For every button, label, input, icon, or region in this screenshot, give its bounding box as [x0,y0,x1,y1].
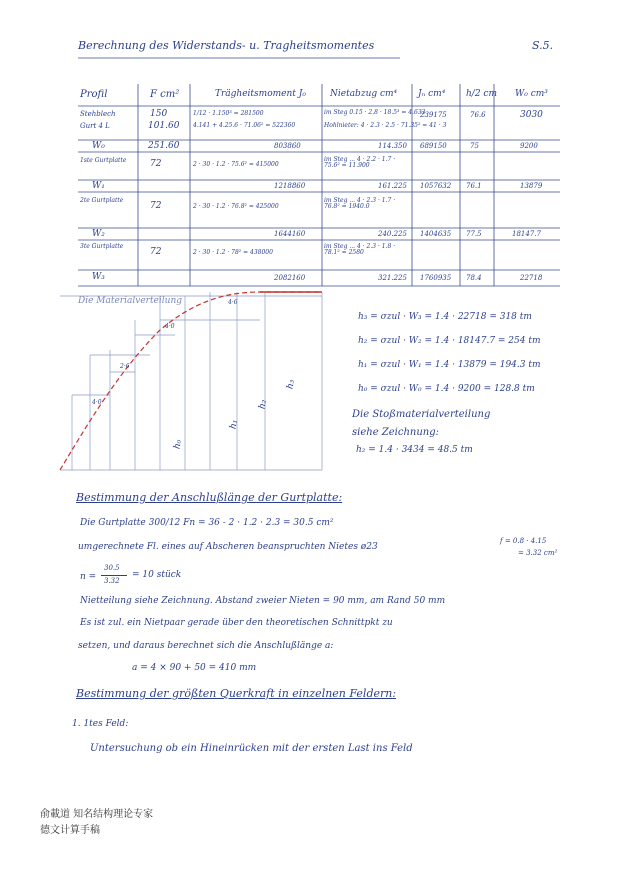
col-header-h2: h/2 cm [466,89,497,99]
cell-jn: 1057632 [420,182,452,190]
cell-j0: 2 · 30 · 1.2 · 78² = 438000 [193,249,273,256]
cell-niet: im Steg ... 4 · 2.2 · 1.7 · 75.6² = 11.900 [324,156,396,169]
text-line: Die Gurtplatte 300/12 Fn = 36 - 2 · 1.2 · 2.3 = 30.5 cm² [80,518,334,528]
diagram-title: Die Materialverteilung [78,296,182,306]
note-line: Die Stoßmaterialverteilung [352,409,491,420]
cell-j0: 2 · 30 · 1.2 · 75.6² = 415000 [193,161,279,168]
moment-curve [60,292,322,470]
cell-w0: 3030 [520,110,543,120]
text-line: f = 0.8 · 4.15 [500,537,547,545]
diagram-label-h0: h₀ [172,438,184,450]
cell-w0: 18147.7 [512,230,541,238]
section-heading: Bestimmung der Anschlußlänge der Gurtplatte: [76,491,343,504]
cell-h2: 76.6 [470,111,486,119]
cell-profil: W₁ [92,181,105,191]
cell-niet: Hohlnieter: 4 · 2.3 · 2.5 · 71.35² = 41 · 3 [324,122,447,129]
diagram-small-label: 2·6 [120,363,130,370]
col-header-j0: Trägheitsmoment J₀ [215,89,306,99]
page-number: S.5. [532,39,554,52]
cell-jn: 239175 [420,111,447,119]
cell-w0: 13879 [520,182,543,190]
section-heading: Bestimmung der größten Querkraft in einzelnen Feldern: [76,687,397,700]
diagram-small-label: 4·6 [228,299,238,306]
col-header-w0: W₀ cm³ [515,89,548,99]
cell-j0: 1644160 [274,230,306,238]
moment-h2: h₂ = σzul · W₂ = 1.4 · 18147.7 = 254 tm [358,336,541,346]
caption-line2: 德文计算手稿 [40,825,100,836]
caption-line1: 俞載道 知名结构理论专家 [40,809,154,820]
cell-niet: 114.350 [378,142,407,150]
text-line: Untersuchung ob ein Hineinrücken mit der ersten Last ins Feld [90,743,413,754]
cell-h2: 75 [470,142,479,150]
cell-w0: 9200 [520,142,538,150]
moment-h0: h₀ = σzul · W₀ = 1.4 · 9200 = 128.8 tm [358,384,535,394]
formula-den: 3.32 [104,577,120,585]
cell-h2: 76.1 [466,182,482,190]
cell-f: 72 [150,201,162,211]
diagram-label-h2: h₂ [257,398,269,410]
text-line: a = 4 × 90 + 50 = 410 mm [132,663,257,673]
cell-profil: 1ste Gurtplatte [80,157,127,164]
moment-h3: h₃ = σzul · W₃ = 1.4 · 22718 = 318 tm [358,312,532,322]
diagram-label-h3: h₃ [285,378,297,390]
formula-lhs: n = [80,572,97,582]
col-header-jn: Jₙ cm⁴ [418,89,446,99]
page-title: Berechnung des Widerstands- u. Tragheitsmomentes [78,39,375,52]
cell-profil: 2te Gurtplatte [80,197,124,204]
cell-f: 101.60 [148,121,180,131]
formula-num: 30.5 [104,564,120,572]
cell-w0: 22718 [520,274,543,282]
cell-h2: 78.4 [466,274,482,282]
diagram-small-label: 4·0 [165,323,175,330]
subsection-heading: 1. 1tes Feld: [72,719,129,729]
text-line: setzen, und daraus berechnet sich die Anschlußlänge a: [78,641,334,651]
cell-niet: im Steg ... 4 · 2.3 · 1.7 · 76.8² = 1940.0 [324,197,396,210]
cell-niet: 321.225 [378,274,407,282]
cell-profil: W₃ [92,272,105,282]
extra-moment: h₂ = 1.4 · 3434 = 48.5 tm [356,445,473,455]
cell-f: 72 [150,247,162,257]
col-header-profil: Profil [80,89,108,100]
fraction-bar [101,575,127,576]
cell-jn: 1760935 [420,274,452,282]
cell-j0: 2082160 [274,274,306,282]
cell-profil: Stehblech [80,110,116,118]
cell-niet: 161.225 [378,182,407,190]
cell-jn: 1404635 [420,230,452,238]
diagram-small-label: 4·0 [92,399,102,406]
cell-j0: 1218860 [274,182,306,190]
text-line: = 3.32 cm² [518,549,558,557]
cell-f: 72 [150,159,162,169]
cell-j0: 803860 [274,142,301,150]
cell-niet: im Steg 0.15 · 2.8 · 18.5³ = 4.633 [324,109,426,116]
cell-profil: 3te Gurtplatte [80,243,124,250]
cell-h2: 77.5 [466,230,482,238]
cell-j0: 2 · 30 · 1.2 · 76.8² = 425000 [193,203,279,210]
moment-h1: h₁ = σzul · W₁ = 1.4 · 13879 = 194.3 tm [358,360,541,370]
cell-profil: W₀ [92,141,105,151]
text-line: umgerechnete Fl. eines auf Abscheren beanspruchten Nietes ø23 [78,542,378,552]
cell-j0: 1/12 · 1.150³ = 281500 [193,110,264,117]
cell-niet: im Steg ... 4 · 2.3 · 1.8 · 78.1² = 2580 [324,243,396,256]
text-line: Nietteilung siehe Zeichnung. Abstand zweier Nieten = 90 mm, am Rand 50 mm [80,596,446,606]
cell-f: 150 [150,109,168,119]
cell-f: 251.60 [148,141,180,151]
diagram-label-h1: h₁ [228,418,240,430]
note-line: siehe Zeichnung: [352,427,439,438]
cell-profil: W₂ [92,229,105,239]
cell-j0: 4.141 + 4.25.6 · 71.06² = 522360 [193,122,296,129]
col-header-nietabzug: Nietabzug cm⁴ [330,89,398,99]
cell-niet: 240.225 [378,230,407,238]
cell-jn: 689150 [420,142,447,150]
col-header-f: F cm² [150,89,180,100]
cell-profil: Gurt 4 L [80,122,110,130]
text-line: Es ist zul. ein Nietpaar gerade über den theoretischen Schnittpkt zu [80,618,393,628]
formula-rhs: = 10 stück [132,570,182,580]
